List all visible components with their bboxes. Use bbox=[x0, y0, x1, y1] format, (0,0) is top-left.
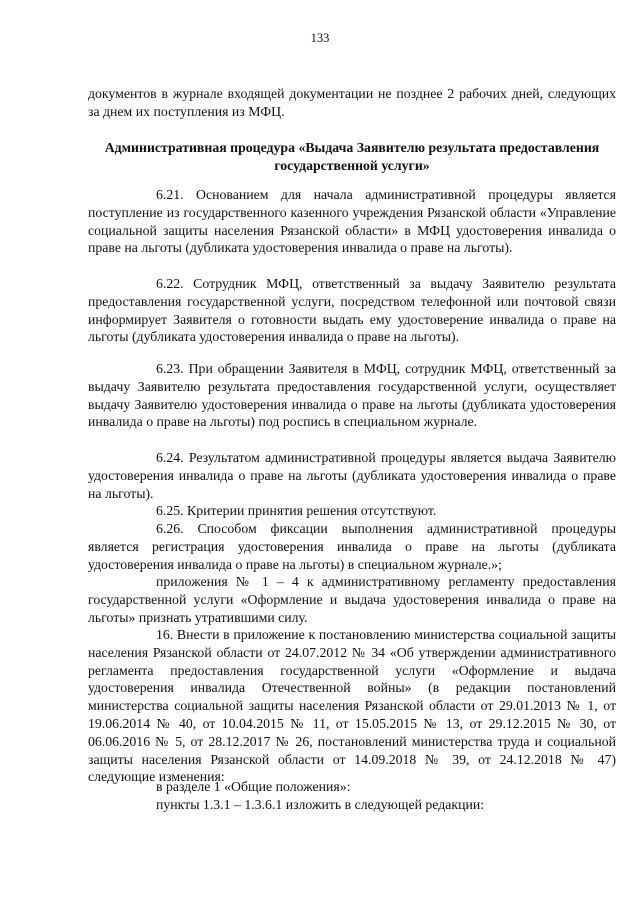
page-number: 133 bbox=[310, 31, 330, 45]
paragraph-section-1: в разделе 1 «Общие положения»: bbox=[156, 779, 351, 794]
paragraph-6-23: 6.23. При обращении Заявителя в МФЦ, сотрудник МФЦ, ответственный за выдачу Заявителю результата предоставления государственной услуги, осуществляет выдачу Заявителю удостоверения инвалида о праве на льготы (дубликата удостоверения инвалида о праве на льготы) под роспись в специальном журнале. bbox=[88, 361, 616, 430]
paragraph-6-22: 6.22. Сотрудник МФЦ, ответственный за выдачу Заявителю результата предоставления государственной услуги, посредством телефонной или почтовой связи информирует Заявителя о готовности выдать ему удостоверение инвалида о праве на льготы (дубликата удостоверения инвалида о праве на льготы). bbox=[88, 276, 616, 345]
section-heading: Административная процедура «Выдача Заявителю результата предоставления государственной услуги» bbox=[104, 140, 600, 173]
paragraph-6-26: 6.26. Способом фиксации выполнения административной процедуры является регистрация удостоверения инвалида о праве на льготы (дубликата удостоверения инвалида о праве на льготы) в специальном журнале.»; bbox=[88, 521, 616, 572]
paragraph-6-24: 6.24. Результатом административной процедуры является выдача Заявителю удостоверения инвалида о праве на льготы (дубликата удостоверения инвалида о праве на льготы). bbox=[88, 450, 616, 501]
paragraph-6-25: 6.25. Критерии принятия решения отсутствуют. bbox=[156, 503, 437, 518]
paragraph-appendices: приложения № 1 – 4 к административному регламенту предоставления государственной услуги «Оформление и выдача удостоверения инвалида о праве на льготы» признать утратившими силу. bbox=[88, 574, 616, 625]
paragraph-6-21: 6.21. Основанием для начала административной процедуры является поступление из государственного казенного учреждения Рязанской области «Управление социальной защиты населения Рязанской области» в МФЦ удостоверения инвалида о праве на льготы (дубликата удостоверения инвалида о праве на льготы). bbox=[88, 187, 616, 256]
intro-paragraph: документов в журнале входящей документации не позднее 2 рабочих дней, следующих за днем их поступления из МФЦ. bbox=[88, 86, 616, 119]
paragraph-16: 16. Внести в приложение к постановлению министерства социальной защиты населения Рязанской области от 24.07.2012 № 34 «Об утверждении административного регламента предоставления государственной услуги «Оформление и выдача удостоверения инвалида Отечественной войны» (в редакции постановлений министерства социальной защиты населения Рязанской области от 29.01.2013 № 1, от 19.06.2014 № 40, от 10.04.2015 № 11, от 15.05.2015 № 13, от 29.12.2015 № 30, от 06.06.2016 № 5, от 28.12.2017 № 26, постановлений министерства труда и социальной защиты населения Рязанской области от 14.09.2018 № 39, от 24.12.2018 № 47) следующие изменения: bbox=[88, 627, 616, 785]
paragraph-points: пункты 1.3.1 – 1.3.6.1 изложить в следующей редакции: bbox=[156, 797, 485, 812]
